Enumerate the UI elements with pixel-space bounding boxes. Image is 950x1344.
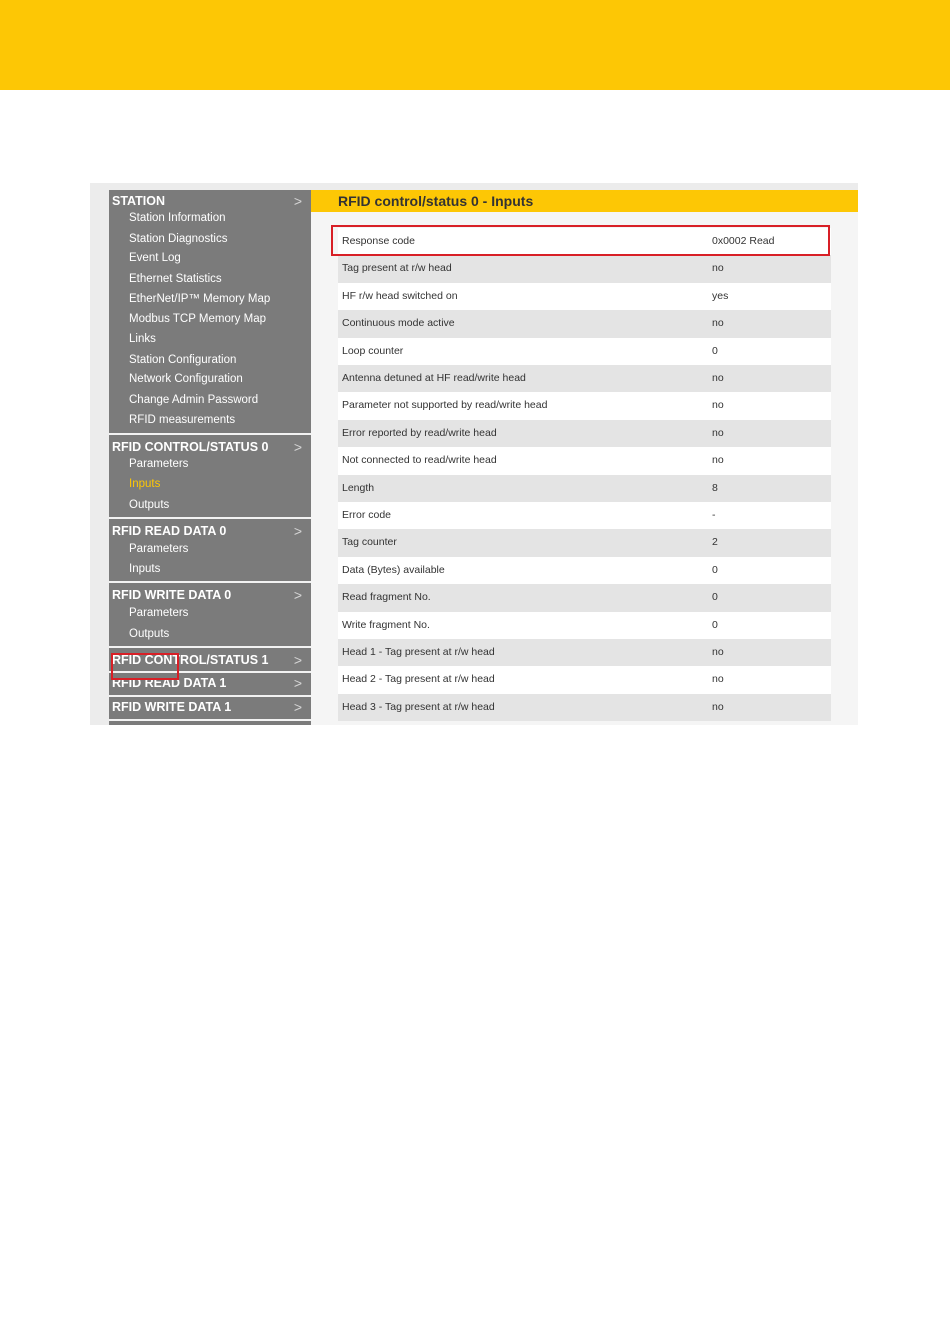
row-value: no	[712, 454, 724, 467]
sidebar-section-rfid-write-data-0[interactable]	[109, 585, 311, 605]
chevron-right-icon: >	[293, 523, 302, 539]
row-label: Length	[342, 481, 375, 494]
table-row	[338, 365, 831, 392]
sidebar-section-title: RFID READ DATA 0	[112, 524, 227, 538]
web-interface-screenshot	[90, 183, 858, 725]
table-row	[338, 584, 831, 611]
chevron-right-icon: >	[293, 193, 302, 209]
row-value: 0	[712, 344, 718, 357]
chevron-right-icon: >	[293, 699, 302, 715]
table-row	[338, 529, 831, 556]
sidebar-item-outputs[interactable]: Outputs	[129, 628, 170, 640]
sidebar-item-rfid-measurements[interactable]: RFID measurements	[129, 414, 236, 426]
chevron-right-icon: >	[293, 587, 302, 603]
sidebar-item-station-diagnostics[interactable]: Station Diagnostics	[129, 233, 228, 245]
row-value: no	[712, 262, 724, 275]
row-value: 0x0002 Read	[712, 235, 775, 247]
row-value: no	[712, 426, 724, 439]
row-value: 0	[712, 618, 718, 631]
sidebar-item-ethernetip-memory-map[interactable]: EtherNet/IP™ Memory Map	[129, 293, 271, 305]
sidebar-section-rfid-control-status-0[interactable]	[109, 437, 311, 457]
row-label: Head 1 - Tag present at r/w head	[342, 646, 495, 658]
table-row	[338, 639, 831, 666]
sidebar-item-station-configuration[interactable]: Station Configuration	[129, 354, 237, 366]
sidebar-item-outputs[interactable]: Outputs	[129, 499, 170, 511]
sidebar-item-event-log[interactable]: Event Log	[129, 252, 181, 264]
sidebar-item-links[interactable]: Links	[129, 333, 156, 345]
table-row	[338, 502, 831, 529]
sidebar-section-title: RFID WRITE DATA 1	[112, 700, 232, 714]
page-title-bar	[311, 190, 858, 212]
sidebar-divider	[109, 581, 311, 583]
chevron-right-icon: >	[293, 439, 302, 455]
row-label: Parameter not supported by read/write head	[342, 399, 548, 412]
row-label: Antenna detuned at HF read/write head	[342, 372, 526, 384]
page-title: RFID control/status 0 - Inputs	[338, 193, 534, 209]
highlight-box-inputs	[111, 653, 179, 680]
table-row	[338, 392, 831, 419]
main-content	[311, 190, 858, 725]
row-label: Data (Bytes) available	[342, 563, 445, 576]
table-row	[338, 338, 831, 365]
table-row	[338, 420, 831, 447]
row-label: Head 3 - Tag present at r/w head	[342, 700, 495, 713]
table-row	[338, 283, 831, 310]
sidebar-section-rfid-read-data-0[interactable]	[109, 521, 311, 541]
sidebar-section-title: RFID WRITE DATA 0	[112, 588, 232, 602]
row-value: 0	[712, 591, 718, 604]
sidebar-item-parameters[interactable]: Parameters	[129, 607, 189, 619]
sidebar-section-title: RFID CONTROL/STATUS 1	[112, 653, 269, 667]
sidebar-section-title: RFID READ DATA 1	[112, 676, 227, 690]
sidebar-section-station[interactable]	[109, 191, 311, 211]
table-row	[338, 447, 831, 474]
row-label: Error reported by read/write head	[342, 426, 497, 439]
sidebar-section-rfid-write-data-1[interactable]	[109, 697, 311, 717]
sidebar-item-parameters[interactable]: Parameters	[129, 543, 189, 555]
sidebar-item-network-configuration[interactable]: Network Configuration	[129, 373, 243, 385]
row-value: no	[712, 372, 724, 384]
row-value: no	[712, 399, 724, 412]
table-row	[338, 666, 831, 693]
row-label: Head 2 - Tag present at r/w head	[342, 673, 495, 686]
row-value: 2	[712, 536, 718, 549]
sidebar-item-parameters[interactable]: Parameters	[129, 458, 189, 470]
row-label: Tag present at r/w head	[342, 262, 452, 275]
row-label: Not connected to read/write head	[342, 454, 497, 467]
sidebar-divider	[109, 517, 311, 519]
row-label: HF r/w head switched on	[342, 289, 458, 302]
row-label: Write fragment No.	[342, 618, 430, 631]
table-row	[338, 310, 831, 337]
sidebar-divider	[109, 646, 311, 648]
row-value: no	[712, 646, 724, 658]
sidebar-nav	[109, 190, 311, 725]
table-row	[338, 612, 831, 639]
row-value: yes	[712, 289, 729, 302]
row-label: Loop counter	[342, 344, 404, 357]
row-label: Continuous mode active	[342, 317, 455, 330]
row-value: no	[712, 700, 724, 713]
sidebar-section-title: RFID CONTROL/STATUS 0	[112, 440, 269, 454]
sidebar-section-title: STATION	[112, 194, 166, 208]
sidebar-item-inputs-active[interactable]: Inputs	[129, 478, 161, 490]
sidebar-item-ethernet-statistics[interactable]: Ethernet Statistics	[129, 273, 222, 285]
row-value: -	[712, 509, 716, 521]
row-label: Error code	[342, 509, 392, 521]
row-label: Read fragment No.	[342, 591, 431, 604]
sidebar-item-station-information[interactable]: Station Information	[129, 212, 226, 224]
row-label: Response code	[342, 235, 415, 247]
row-value: no	[712, 317, 724, 330]
sidebar-divider	[109, 433, 311, 435]
table-row	[338, 255, 831, 282]
highlight-box-response-code	[331, 225, 830, 256]
row-value: no	[712, 673, 724, 686]
table-row	[338, 694, 831, 721]
row-value: 8	[712, 481, 718, 494]
row-value: 0	[712, 563, 718, 576]
top-yellow-band	[0, 0, 950, 90]
sidebar-item-inputs[interactable]: Inputs	[129, 563, 161, 575]
sidebar-item-modbus-tcp-memory-map[interactable]: Modbus TCP Memory Map	[129, 313, 266, 325]
table-row	[338, 475, 831, 502]
table-row	[338, 557, 831, 584]
sidebar-item-change-admin-password[interactable]: Change Admin Password	[129, 394, 259, 406]
sidebar-divider	[109, 719, 311, 721]
row-label: Tag counter	[342, 536, 397, 549]
chevron-right-icon: >	[293, 652, 302, 668]
chevron-right-icon: >	[293, 675, 302, 691]
